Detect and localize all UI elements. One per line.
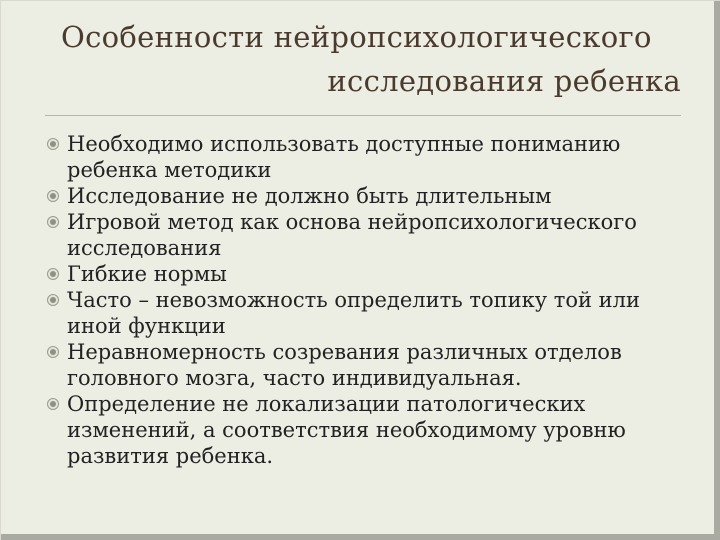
circle-bullet-icon [47,294,59,306]
bullet-list [45,131,685,469]
bullet-item [45,183,685,209]
circle-bullet-icon [47,346,59,358]
bullet-item [45,391,685,469]
bullet-text: Неравномерность созревания различных отделов головного мозга, часто индивидуальная. [67,340,622,390]
bullet-text: Необходимо использовать доступные пониманию ребенка методики [67,132,621,182]
title-line-2: исследования ребенка [327,64,681,98]
circle-bullet-icon [47,190,59,202]
slide-title [41,15,691,103]
bullet-item [45,287,685,339]
circle-bullet-icon [47,216,59,228]
bullet-item [45,261,685,287]
bullet-text: Часто – невозможность определить топику той или иной функции [67,288,640,338]
title-divider [45,115,681,116]
bullet-text: Гибкие нормы [67,262,227,286]
bullet-item [45,209,685,261]
bullet-item [45,339,685,391]
circle-bullet-icon [47,268,59,280]
circle-bullet-icon [47,398,59,410]
bullet-text: Исследование не должно быть длительным [67,184,552,208]
bullet-item [45,131,685,183]
title-line-1: Особенности нейропсихологического [61,20,652,54]
circle-bullet-icon [47,138,59,150]
bullet-text: Определение не локализации патологических изменений, а соответствия необходимому уровню развития ребенка. [67,392,626,468]
bullet-text: Игровой метод как основа нейропсихологического исследования [67,210,637,260]
